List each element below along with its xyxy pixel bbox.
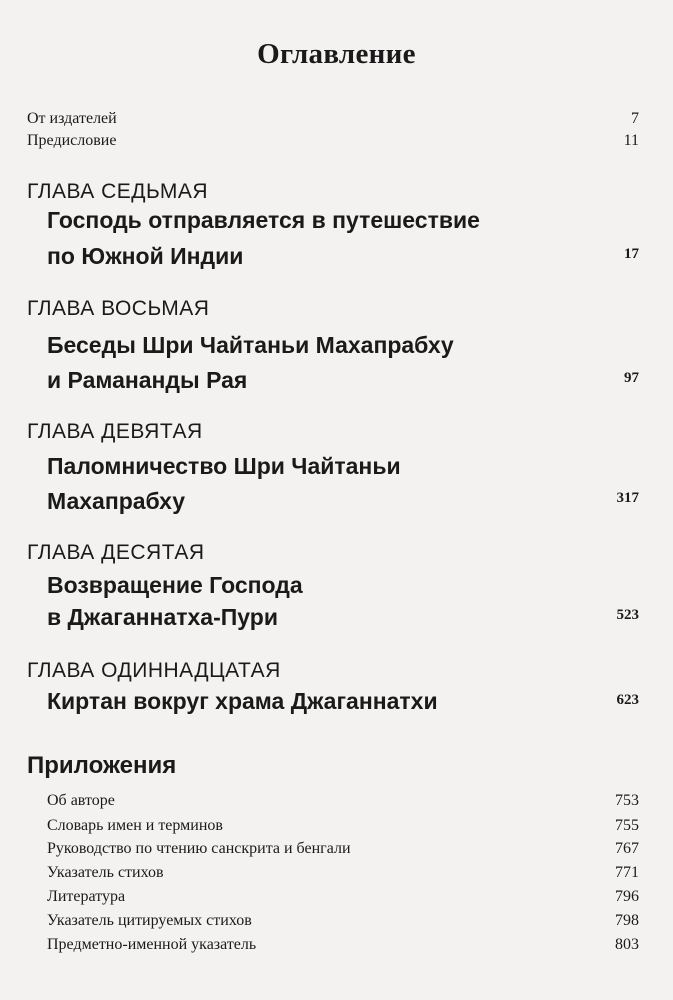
- toc-entry-label: Литература: [47, 888, 126, 905]
- chapter-heading: ГЛАВА ДЕВЯТАЯ: [27, 420, 203, 443]
- toc-entry-page: 803: [615, 936, 639, 953]
- toc-entry-label: Словарь имен и терминов: [47, 817, 223, 834]
- toc-entry-label: Предисловие: [27, 132, 117, 149]
- chapter-page: 97: [624, 370, 639, 386]
- toc-entry-page: 7: [631, 110, 639, 127]
- chapter-heading: ГЛАВА СЕДЬМАЯ: [27, 180, 209, 203]
- page-title: Оглавление: [257, 38, 416, 70]
- chapter-page: 523: [616, 607, 639, 623]
- chapter-heading: ГЛАВА ДЕСЯТАЯ: [27, 541, 205, 564]
- appendices-heading: Приложения: [27, 752, 177, 779]
- toc-entry-page: 771: [615, 864, 639, 881]
- chapter-title-line[interactable]: Паломничество Шри Чайтаньи: [47, 453, 401, 479]
- chapter-title-line[interactable]: Господь отправляется в путешествие: [47, 207, 480, 233]
- toc-entry-page: 767: [615, 840, 639, 857]
- chapter-title-line[interactable]: Киртан вокруг храма Джаганнатхи: [47, 688, 438, 714]
- toc-entry-label: Руководство по чтению санскрита и бенгали: [47, 840, 351, 857]
- toc-entry-page: 11: [623, 132, 639, 149]
- toc-entry-label: От издателей: [27, 110, 117, 127]
- toc-entry-page: 796: [615, 888, 639, 905]
- toc-entry-page: 753: [615, 792, 639, 809]
- chapter-title-line[interactable]: Возвращение Господа: [47, 572, 303, 598]
- toc-entry-label: Указатель стихов: [47, 864, 164, 881]
- chapter-title-line[interactable]: Махапрабху: [47, 488, 186, 514]
- chapter-heading: ГЛАВА ВОСЬМАЯ: [27, 297, 210, 320]
- chapter-page: 317: [616, 490, 639, 506]
- toc-entry-page: 798: [615, 912, 639, 929]
- chapter-title-line[interactable]: по Южной Индии: [47, 243, 244, 269]
- toc-entry-label: Указатель цитируемых стихов: [47, 912, 252, 929]
- chapter-heading: ГЛАВА ОДИННАДЦАТАЯ: [27, 659, 281, 682]
- toc-entry-label: Об авторе: [47, 792, 115, 809]
- chapter-title-line[interactable]: в Джаганнатха-Пури: [47, 604, 278, 630]
- toc-entry-page: 755: [615, 817, 639, 834]
- chapter-title-line[interactable]: и Рамананды Рая: [47, 367, 248, 393]
- toc-entry-label: Предметно-именной указатель: [47, 936, 257, 953]
- chapter-page: 623: [616, 692, 639, 708]
- chapter-title-line[interactable]: Беседы Шри Чайтаньи Махапрабху: [47, 332, 454, 358]
- chapter-page: 17: [624, 246, 639, 262]
